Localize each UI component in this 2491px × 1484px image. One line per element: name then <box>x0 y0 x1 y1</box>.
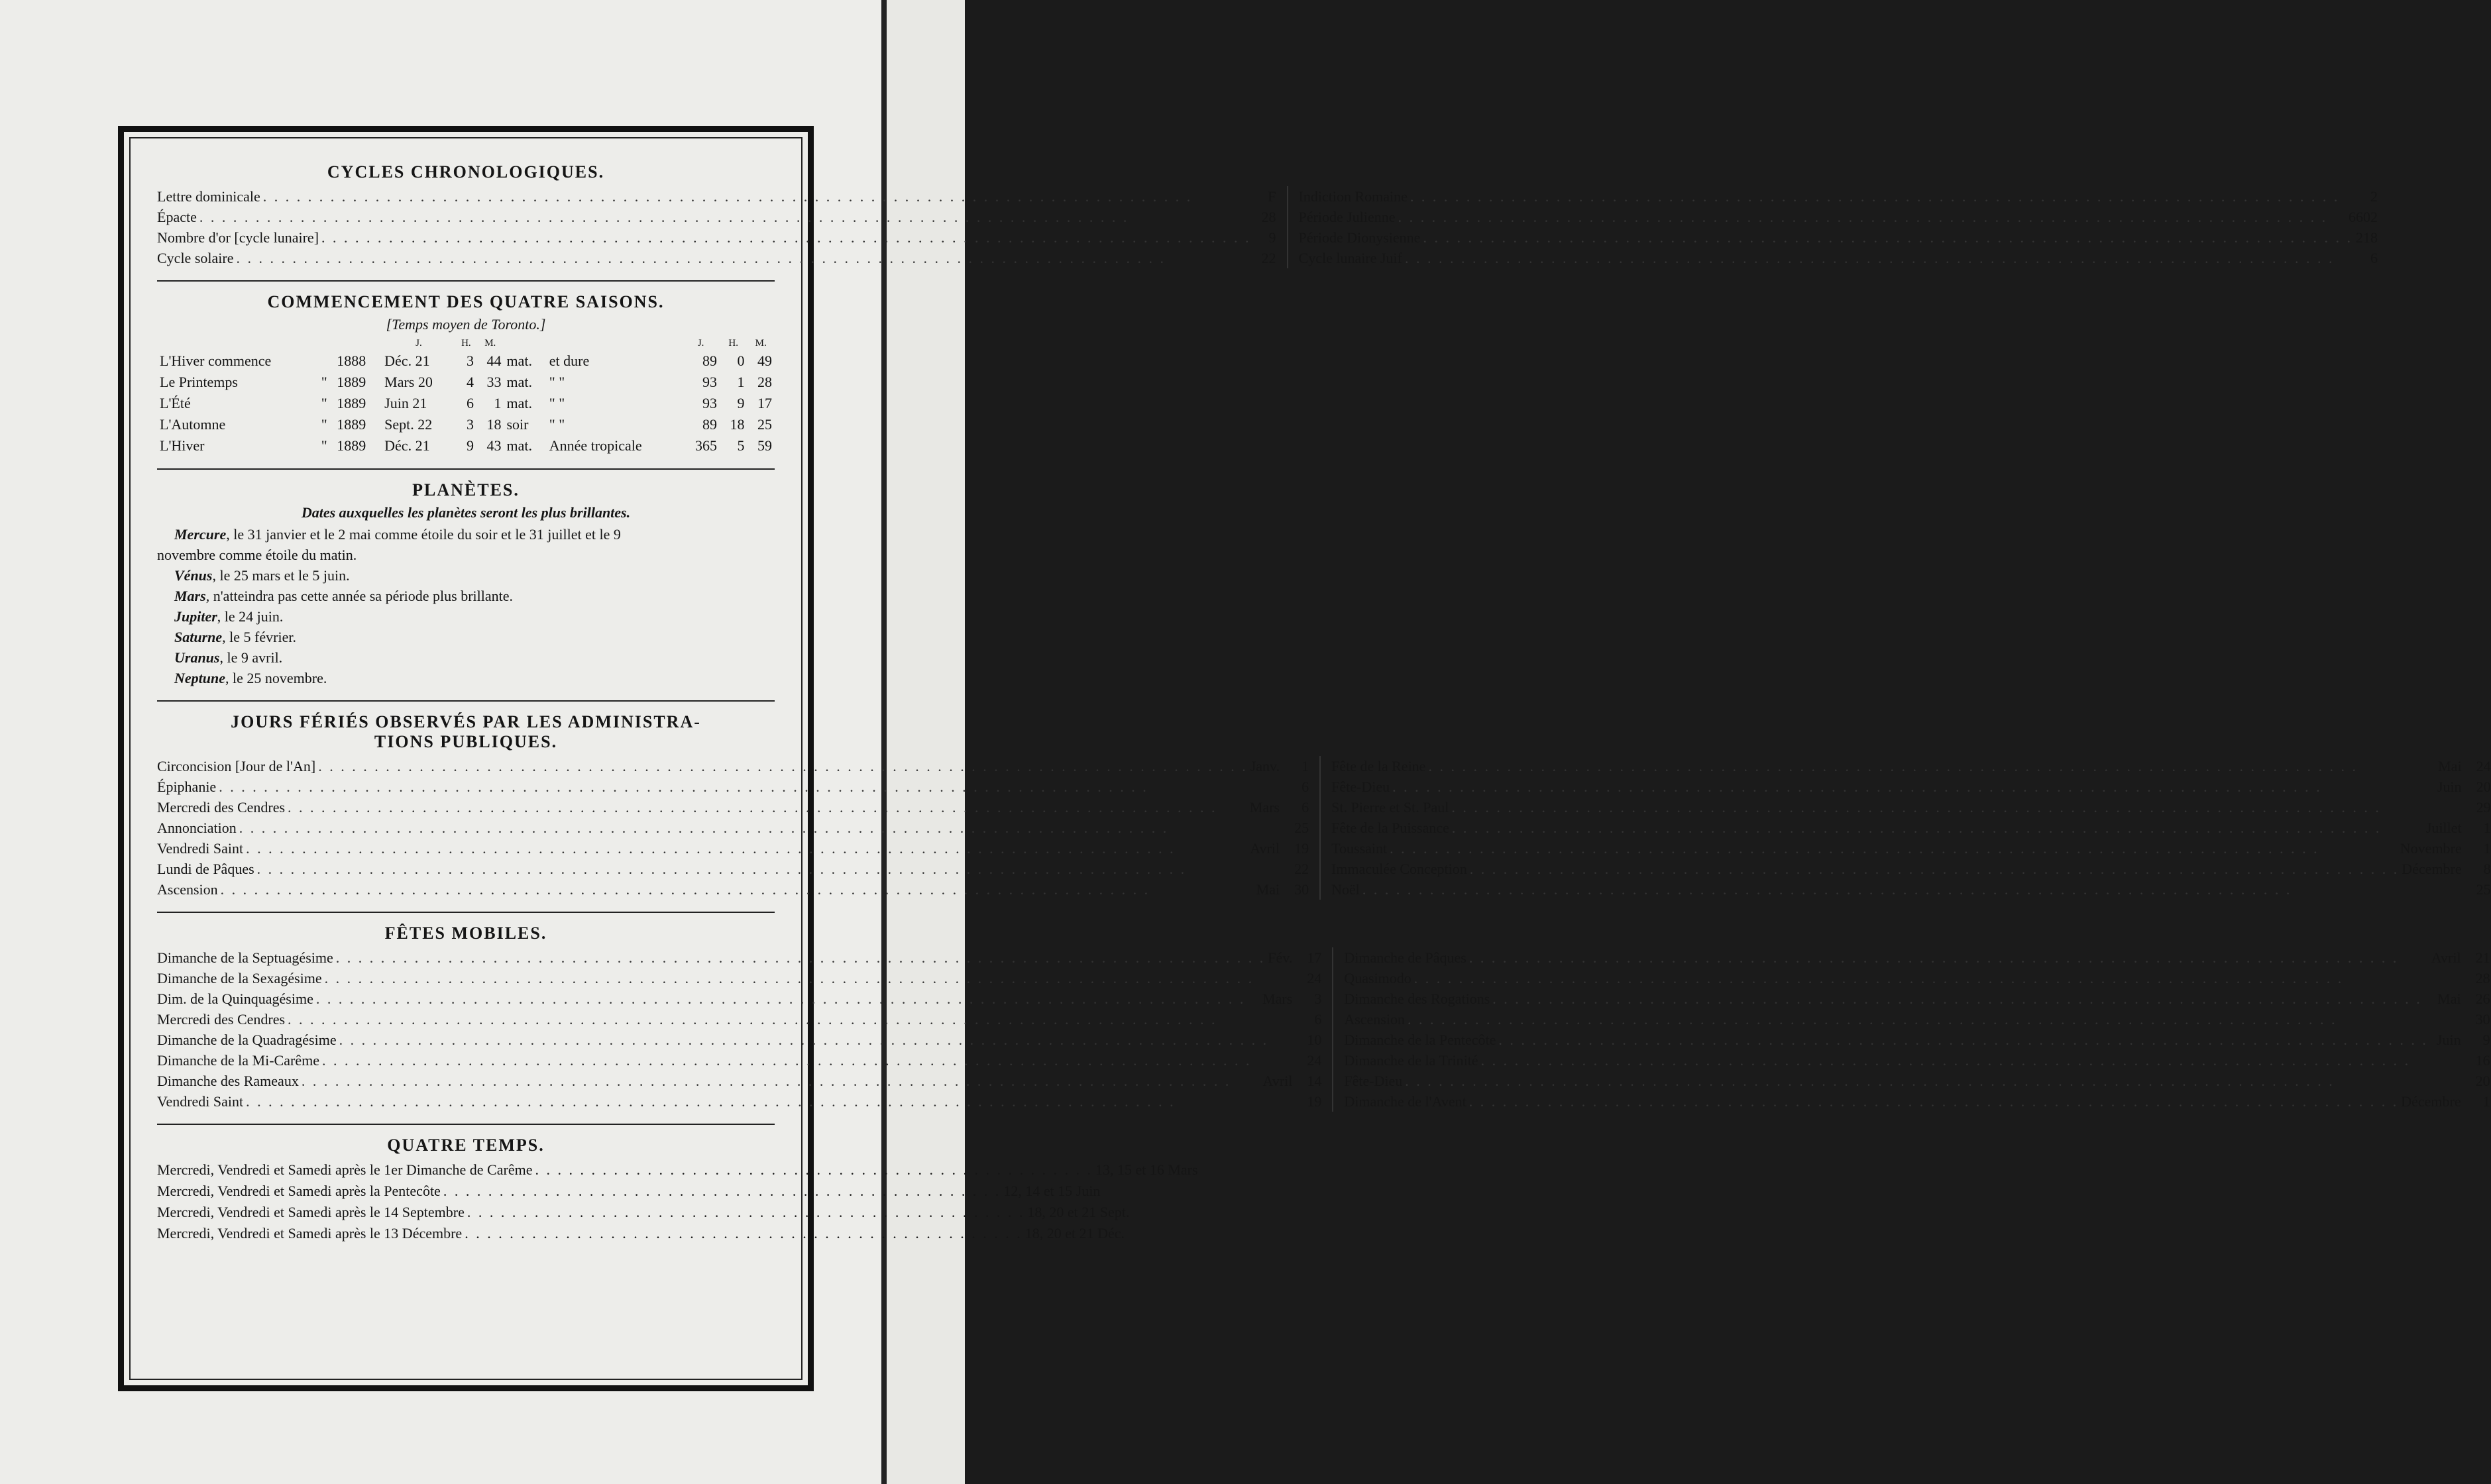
divider <box>157 1124 775 1125</box>
seasons-table <box>157 336 775 456</box>
planets-section <box>157 480 775 688</box>
list-item: Dimanche des Rogations . . . Mai 26 <box>1344 988 2490 1009</box>
planet-line: Neptune, le 25 novembre. <box>174 670 327 686</box>
quatre-temps-section <box>157 1136 1198 1244</box>
list-item: Vendredi Saint . . . Avril 19 <box>157 838 1309 859</box>
list-item: Épiphanie . . . 6 <box>157 776 1309 797</box>
cycle-row: Lettre dominicale . . . F <box>157 186 1276 207</box>
cycle-row: Cycle solaire . . . 22 <box>157 248 1276 268</box>
planet-line: Saturne, le 5 février. <box>174 629 296 645</box>
list-item: Dimanche de l'Avent . . . Décembre 1 <box>1344 1091 2490 1112</box>
divider <box>157 912 775 913</box>
planet-line: novembre comme étoile du matin. <box>157 547 357 563</box>
holidays-title-1: JOURS FÉRIÉS OBSERVÉS PAR LES ADMINISTRA- <box>231 712 701 731</box>
list-item: Dimanche des Rameaux . . . Avril 14 <box>157 1071 1321 1091</box>
list-item: Fête de la Reine . . . Mai 24 <box>1331 756 2491 776</box>
mobiles-right <box>1333 947 2490 1112</box>
almanac-content <box>129 137 2491 1380</box>
cycle-row: Période Julienne . . . 6602 <box>1299 207 2378 227</box>
list-item: Mercredi, Vendredi et Samedi après le 1er Dimanche de Carême . . . 13, 15 et 16 Mars <box>157 1159 775 1181</box>
table-row: Le Printemps " 1889 Mars 20 4 33 mat. " " 93 1 28 <box>160 374 772 390</box>
holidays-section <box>157 712 2491 900</box>
list-item: Mercredi, Vendredi et Samedi après la Pentecôte . . . 12, 14 et 15 Juin <box>157 1181 775 1202</box>
cycle-row: Période Dionysienne . . . 218 <box>1299 227 2378 248</box>
cycles-title: CYCLES CHRONOLOGIQUES. <box>327 162 605 182</box>
list-item: Ascension . . . 30 <box>1344 1009 2490 1030</box>
planet-line: Mars, n'atteindra pas cette année sa période plus brillante. <box>174 588 514 604</box>
list-item: Ascension . . . Mai 30 <box>157 879 1309 900</box>
list-item: Dimanche de la Sexagésime . . . 24 <box>157 968 1321 988</box>
mobiles-section <box>157 924 2490 1112</box>
planets-subtitle: Dates auxquelles les planètes seront les plus brillantes. <box>301 504 631 521</box>
cycles-left <box>157 186 1288 268</box>
table-row: L'Été " 1889 Juin 21 6 1 mat. " " 93 9 17 <box>160 395 772 411</box>
holidays-right <box>1321 756 2491 900</box>
divider <box>157 468 775 470</box>
list-item: Fête de la Puissance . . . Juillet 1 <box>1331 818 2491 838</box>
mobiles-left <box>157 947 1333 1112</box>
holidays-title-2: TIONS PUBLIQUES. <box>374 732 558 751</box>
seasons-title: COMMENCEMENT DES QUATRE SAISONS. <box>267 292 665 311</box>
divider <box>157 700 775 702</box>
list-item: Toussaint . . . Novembre 1 <box>1331 838 2491 859</box>
list-item: Mercredi des Cendres . . . 6 <box>157 1009 1321 1030</box>
list-item: Dimanche de la Trinité . . . 16 <box>1344 1050 2490 1071</box>
list-item: Fête-Dieu . . . 20 <box>1344 1071 2490 1091</box>
cycle-row: Épacte . . . 28 <box>157 207 1276 227</box>
planet-line: Uranus, le 9 avril. <box>174 649 283 666</box>
list-item: Mercredi, Vendredi et Samedi après le 14 Septembre . . . 18, 20 et 21 Sept. <box>157 1202 775 1223</box>
mobiles-title: FÊTES MOBILES. <box>384 924 547 943</box>
list-item: Dim. de la Quinquagésime . . . Mars 3 <box>157 988 1321 1009</box>
planet-line: Jupiter, le 24 juin. <box>174 608 284 625</box>
list-item: Mercredi des Cendres . . . Mars 6 <box>157 797 1309 818</box>
table-row: L'Hiver commence 1888 Déc. 21 3 44 mat. et dure 89 0 49 <box>160 352 772 369</box>
list-item: Circoncision [Jour de l'An] . . . Janv. 1 <box>157 756 1309 776</box>
list-item: Fête-Dieu . . . Juin 20 <box>1331 776 2491 797</box>
table-row: L'Automne " 1889 Sept. 22 3 18 soir " " 89 18 25 <box>160 416 772 433</box>
holidays-left <box>157 756 1321 900</box>
seasons-subtitle: [Temps moyen de Toronto.] <box>386 316 546 333</box>
planet-line: Vénus, le 25 mars et le 5 juin. <box>174 567 350 584</box>
cycle-row: Indiction Romaine . . . 2 <box>1299 186 2378 207</box>
list-item: Dimanche de la Mi-Carême . . . 24 <box>157 1050 1321 1071</box>
list-item: Dimanche de la Quadragésime . . . 10 <box>157 1030 1321 1050</box>
planet-line: Mercure, le 31 janvier et le 2 mai comme étoile du soir et le 31 juillet et le 9 <box>174 526 621 543</box>
divider <box>157 280 775 282</box>
seasons-header: J. H. M. J. H. M. <box>415 338 767 348</box>
list-item: Immaculée Conception . . . Décembre 8 <box>1331 859 2491 879</box>
cycles-section <box>157 162 2378 268</box>
table-row: L'Hiver " 1889 Déc. 21 9 43 mat. Année tropicale 365 5 59 <box>160 437 772 454</box>
list-item: Dimanche de la Septuagésime . . . Fév. 17 <box>157 947 1321 968</box>
list-item: Annonciation . . . 25 <box>157 818 1309 838</box>
cycle-row: Nombre d'or [cycle lunaire] . . . 9 <box>157 227 1276 248</box>
quatre-temps-title: QUATRE TEMPS. <box>387 1136 545 1155</box>
list-item: Lundi de Pâques . . . 22 <box>157 859 1309 879</box>
list-item: Quasimodo . . . 28 <box>1344 968 2490 988</box>
list-item: Dimanche de la Pentecôte . . . Juin 9 <box>1344 1030 2490 1050</box>
list-item: Mercredi, Vendredi et Samedi après le 13 Décembre . . . 18, 20 et 21 Déc. <box>157 1223 775 1244</box>
almanac-frame <box>118 126 2491 1391</box>
list-item: St. Pierre et St. Paul . . . 29 <box>1331 797 2491 818</box>
cycles-right <box>1288 186 2378 268</box>
cycle-row: Cycle lunaire Juif . . . 6 <box>1299 248 2378 268</box>
planets-title: PLANÈTES. <box>412 480 520 500</box>
list-item: Dimanche de Pâques . . . Avril 21 <box>1344 947 2490 968</box>
list-item: Noël . . . 25 <box>1331 879 2491 900</box>
seasons-section <box>157 292 775 456</box>
list-item: Vendredi Saint . . . 19 <box>157 1091 1321 1112</box>
